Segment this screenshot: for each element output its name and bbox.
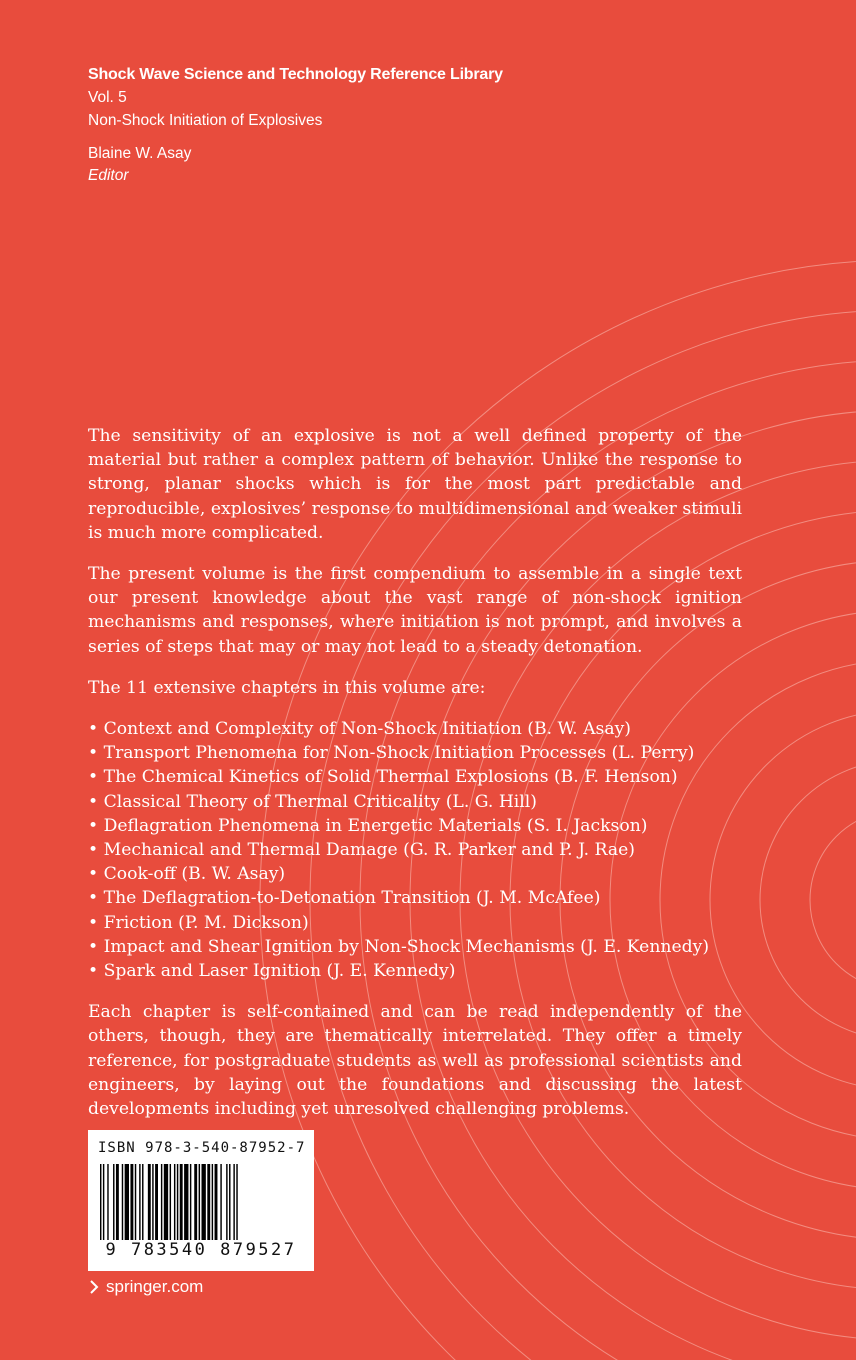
barcode-bar [229, 1164, 230, 1240]
barcode [98, 1164, 304, 1240]
chapter-item: • Cook-off (B. W. Asay) [88, 862, 742, 886]
barcode-bar [177, 1164, 178, 1240]
barcode-bar [174, 1164, 175, 1240]
isbn-barcode-box [88, 1130, 314, 1271]
barcode-digits: 9 783540 879527 [105, 1240, 297, 1260]
barcode-bar [122, 1164, 123, 1240]
barcode-bar [184, 1164, 188, 1240]
barcode-bar [135, 1164, 136, 1240]
chevron-right-icon [88, 1279, 100, 1295]
barcode-bar [113, 1164, 114, 1240]
paragraph-scope: The present volume is the first compendium to assemble in a single text our present knowledge about the vast range of non-shock ignition mechanisms and responses, where initiation is not prompt, and involves a series of steps that may or may not lead to a steady detonation. [88, 564, 742, 657]
barcode-bar [164, 1164, 168, 1240]
chapter-list [88, 717, 742, 983]
chapter-item: • The Deflagration-to-Detonation Transition (J. M. McAfee) [88, 886, 742, 910]
barcode-bar [236, 1164, 237, 1240]
isbn-label: ISBN 978-3-540-87952-7 [98, 1140, 306, 1156]
publisher-link[interactable] [88, 1277, 203, 1297]
barcode-bar [152, 1164, 153, 1240]
chapter-item: • The Chemical Kinetics of Solid Thermal Explosions (B. F. Henson) [88, 765, 742, 789]
series-title: Shock Wave Science and Technology Reference Library [88, 66, 503, 83]
barcode-bar [233, 1164, 234, 1240]
blurb-text [88, 424, 742, 1138]
barcode-bar [220, 1164, 221, 1240]
barcode-bar [161, 1164, 162, 1240]
paragraph-audience: Each chapter is self-contained and can be read independently of the others, though, they are thematically interrelated. They offer a timely reference, for postgraduate students as well as professional scientists and engineers, by laying out the foundations and discussing the latest developments including yet unresolved challenging problems. [88, 1002, 742, 1120]
barcode-bar [130, 1164, 133, 1240]
chapter-item: • Friction (P. M. Dickson) [88, 911, 742, 935]
barcode-bar [180, 1164, 183, 1240]
editor-name: Blaine W. Asay [88, 145, 192, 162]
volume-number: Vol. 5 [88, 89, 127, 106]
chapter-item: • Spark and Laser Ignition (J. E. Kennedy) [88, 959, 742, 983]
chapters-intro: The 11 extensive chapters in this volume are: [88, 677, 486, 698]
barcode-bar [155, 1164, 158, 1240]
barcode-bar [103, 1164, 104, 1240]
barcode-bar [139, 1164, 140, 1240]
barcode-bar [107, 1164, 108, 1240]
publisher-url[interactable]: springer.com [106, 1277, 204, 1296]
barcode-bar [212, 1164, 213, 1240]
barcode-bar [100, 1164, 101, 1240]
decorative-ring [810, 810, 856, 990]
decorative-ring [760, 760, 856, 1040]
barcode-bar [199, 1164, 200, 1240]
barcode-bar [125, 1164, 129, 1240]
chapter-item: • Classical Theory of Thermal Criticality (L. G. Hill) [88, 790, 742, 814]
chapter-item: • Transport Phenomena for Non-Shock Initiation Processes (L. Perry) [88, 741, 742, 765]
chapter-item: • Mechanical and Thermal Damage (G. R. Parker and P. J. Rae) [88, 838, 742, 862]
book-title: Non-Shock Initiation of Explosives [88, 112, 323, 129]
barcode-bar [116, 1164, 119, 1240]
editor-role: Editor [88, 167, 129, 184]
barcode-bar [202, 1164, 206, 1240]
chapter-item: • Context and Complexity of Non-Shock Initiation (B. W. Asay) [88, 717, 742, 741]
barcode-bar [207, 1164, 210, 1240]
barcode-bar [142, 1164, 143, 1240]
barcode-bar [215, 1164, 218, 1240]
barcode-bar [226, 1164, 227, 1240]
book-header [88, 64, 688, 187]
barcode-bar [194, 1164, 197, 1240]
barcode-bar [148, 1164, 151, 1240]
paragraph-intro: The sensitivity of an explosive is not a well defined property of the material but rather a complex pattern of behavior. Unlike the response to strong, planar shocks which is for the most part predictable and reproducible, explosives’ response to multidimensional and weaker stimuli is much more complicated. [88, 426, 742, 543]
barcode-bar [170, 1164, 171, 1240]
barcode-bar [190, 1164, 191, 1240]
chapter-item: • Deflagration Phenomena in Energetic Materials (S. I. Jackson) [88, 814, 742, 838]
chapter-item: • Impact and Shear Ignition by Non-Shock Mechanisms (J. E. Kennedy) [88, 935, 742, 959]
